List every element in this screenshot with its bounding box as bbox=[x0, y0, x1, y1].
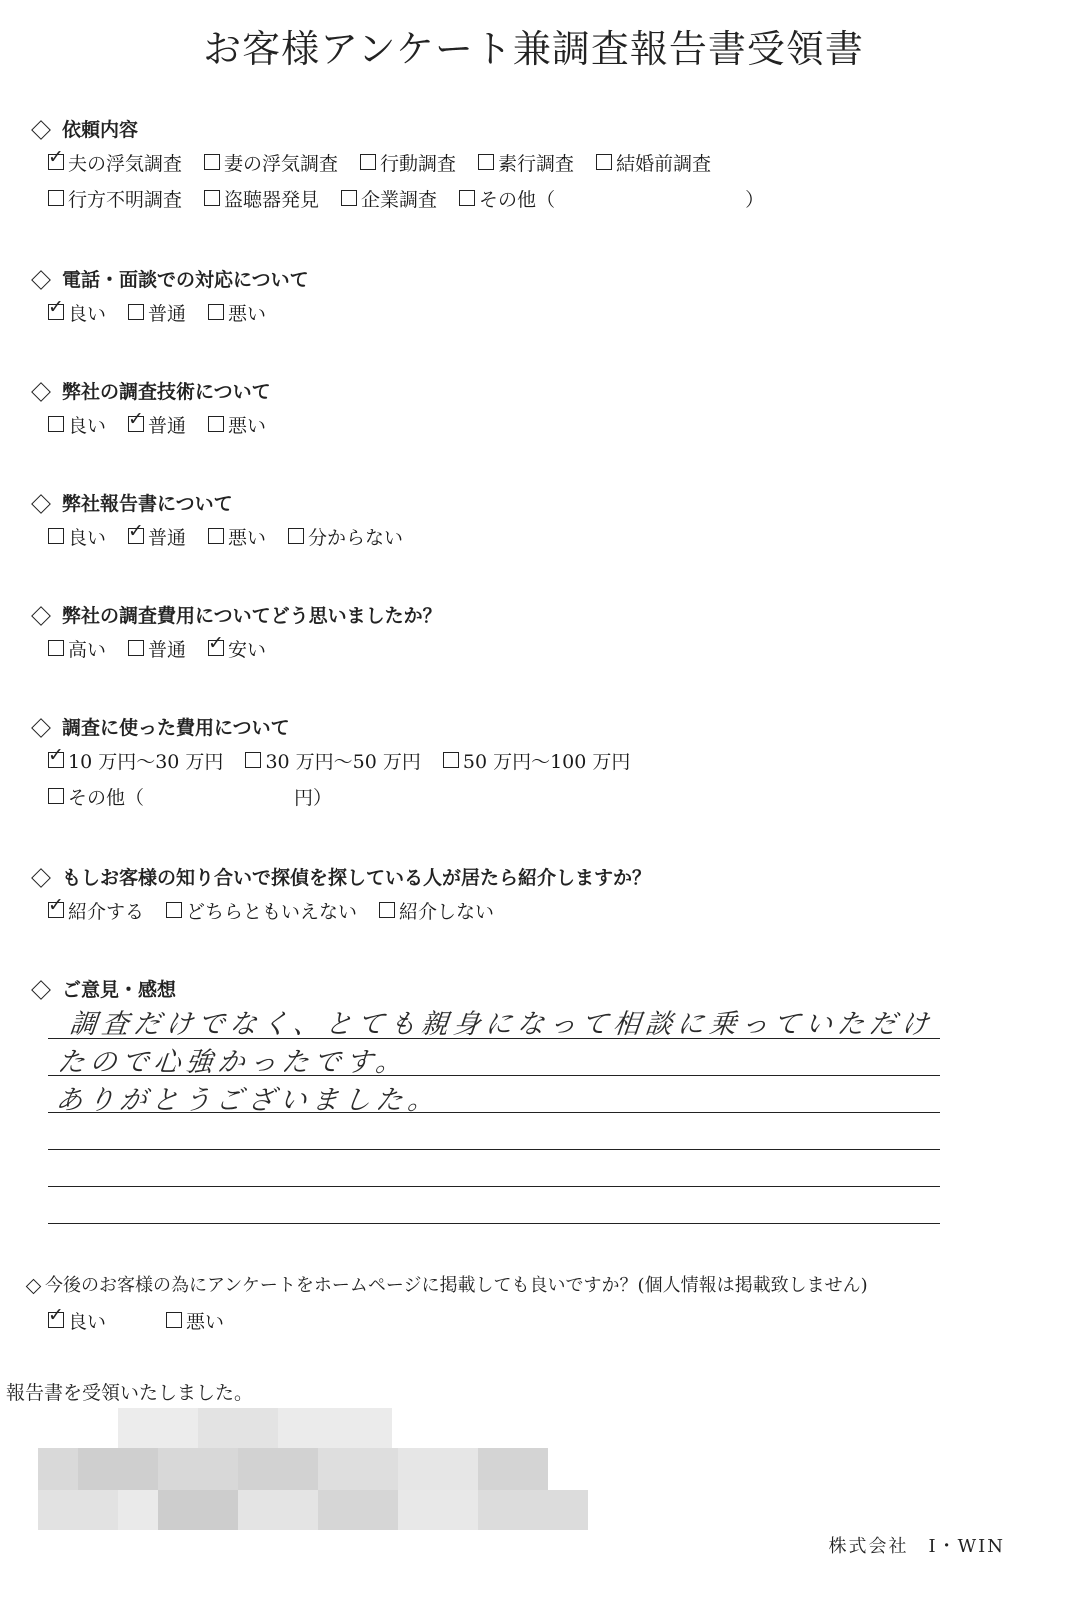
option-label: 良い bbox=[68, 414, 107, 437]
survey-option[interactable] bbox=[128, 635, 186, 662]
option-label: 行動調査 bbox=[380, 152, 457, 175]
survey-option[interactable] bbox=[48, 523, 106, 550]
survey-option[interactable] bbox=[288, 523, 403, 550]
survey-option[interactable] bbox=[48, 783, 332, 810]
publish-option-good[interactable] bbox=[48, 1307, 106, 1334]
option-label: 妻の浮気調査 bbox=[224, 152, 339, 175]
checkbox-unchecked[interactable] bbox=[208, 416, 224, 432]
option-label: 10 万円～30 万円 bbox=[68, 750, 224, 773]
checkbox-unchecked[interactable] bbox=[204, 154, 220, 170]
handwritten-comment-line: 調査だけでなく、とても親身になって相談に乗っていただけ bbox=[68, 1009, 935, 1040]
checkbox-checked[interactable] bbox=[128, 528, 144, 544]
checkbox-unchecked[interactable] bbox=[245, 752, 261, 768]
checkbox-checked[interactable] bbox=[48, 304, 64, 320]
option-label: 普通 bbox=[148, 526, 187, 549]
option-label: 普通 bbox=[148, 414, 187, 437]
section-heading bbox=[28, 378, 288, 406]
option-label: どちらともいえない bbox=[186, 900, 358, 923]
checkbox-unchecked[interactable] bbox=[204, 190, 220, 206]
survey-option[interactable] bbox=[245, 747, 420, 774]
option-label: 30 万円～50 万円 bbox=[265, 750, 421, 773]
section-heading bbox=[28, 266, 309, 294]
checkbox-unchecked[interactable] bbox=[128, 640, 144, 656]
survey-option[interactable] bbox=[596, 149, 711, 176]
checkbox-unchecked[interactable] bbox=[596, 154, 612, 170]
comments-heading bbox=[28, 976, 176, 1004]
checkbox-unchecked[interactable] bbox=[459, 190, 475, 206]
survey-option[interactable] bbox=[48, 149, 182, 176]
diamond-icon bbox=[31, 382, 51, 402]
diamond-icon bbox=[31, 270, 51, 290]
option-label: 素行調査 bbox=[498, 152, 575, 175]
survey-section bbox=[28, 116, 786, 216]
option-row bbox=[48, 180, 786, 216]
diamond-icon bbox=[31, 606, 51, 626]
publish-section bbox=[22, 1272, 868, 1340]
publish-options bbox=[48, 1300, 868, 1340]
survey-option[interactable] bbox=[48, 185, 182, 212]
option-row bbox=[48, 742, 652, 778]
option-label: 普通 bbox=[148, 638, 187, 661]
survey-section bbox=[28, 864, 651, 928]
section-heading bbox=[28, 116, 786, 144]
section-heading-text: 調査に使った費用について bbox=[62, 717, 290, 739]
survey-section bbox=[28, 266, 309, 330]
option-label: 盗聴器発見 bbox=[224, 188, 320, 211]
survey-option[interactable] bbox=[48, 299, 106, 326]
survey-section bbox=[28, 714, 652, 814]
diamond-icon bbox=[31, 120, 51, 140]
section-heading-text: もしお客様の知り合いで探偵を探している人が居たら紹介しますか？ bbox=[62, 867, 652, 889]
section-heading-text: 弊社の調査費用についてどう思いましたか？ bbox=[62, 605, 442, 627]
option-label: 50 万円～100 万円 bbox=[462, 750, 631, 773]
option-label: その他 bbox=[68, 786, 126, 809]
option-label: 紹介する bbox=[68, 900, 145, 923]
checkbox-unchecked[interactable] bbox=[288, 528, 304, 544]
option-label: 良い bbox=[68, 1310, 107, 1333]
checkbox-unchecked[interactable] bbox=[128, 304, 144, 320]
receipt-text: 報告書を受領いたしました。 bbox=[6, 1382, 254, 1404]
checkbox-unchecked[interactable] bbox=[341, 190, 357, 206]
survey-option[interactable] bbox=[379, 897, 494, 924]
survey-section bbox=[28, 602, 442, 666]
survey-option[interactable] bbox=[459, 185, 764, 212]
survey-option[interactable] bbox=[204, 185, 319, 212]
redacted-signature bbox=[38, 1408, 588, 1530]
option-row bbox=[48, 892, 651, 928]
option-label: 企業調査 bbox=[361, 188, 438, 211]
document-title: お客様アンケート兼調査報告書受領書 bbox=[203, 27, 864, 71]
survey-option[interactable] bbox=[128, 411, 186, 438]
paren-close: ） bbox=[745, 188, 765, 211]
checkbox-unchecked[interactable] bbox=[443, 752, 459, 768]
checkbox-unchecked[interactable] bbox=[48, 528, 64, 544]
diamond-icon bbox=[26, 1278, 42, 1294]
handwritten-comment-line: ありがとうございました。 bbox=[54, 1085, 442, 1116]
checkbox-unchecked[interactable] bbox=[379, 902, 395, 918]
comments-heading-text: ご意見・感想 bbox=[62, 979, 177, 1001]
section-heading-text: 依頼内容 bbox=[62, 119, 139, 141]
diamond-icon bbox=[31, 868, 51, 888]
survey-option[interactable] bbox=[48, 747, 223, 774]
checkbox-checked[interactable] bbox=[48, 902, 64, 918]
checkbox-unchecked[interactable] bbox=[208, 528, 224, 544]
section-heading bbox=[28, 602, 442, 630]
publish-heading-text: 今後のお客様の為にアンケートをホームページに掲載しても良いですか？(個人情報は掲載致しません) bbox=[45, 1275, 868, 1296]
checkbox-checked[interactable] bbox=[48, 154, 64, 170]
survey-option[interactable] bbox=[443, 747, 631, 774]
checkbox-unchecked[interactable] bbox=[166, 902, 182, 918]
option-row bbox=[48, 778, 652, 814]
option-label: 良い bbox=[68, 302, 107, 325]
section-heading bbox=[28, 864, 651, 892]
checkbox-checked[interactable] bbox=[128, 416, 144, 432]
option-label: 悪い bbox=[186, 1310, 225, 1333]
publish-heading bbox=[22, 1272, 868, 1300]
option-label: 悪い bbox=[228, 302, 267, 325]
option-label: 行方不明調査 bbox=[68, 188, 183, 211]
checkbox-unchecked[interactable] bbox=[208, 304, 224, 320]
option-label: 普通 bbox=[148, 302, 187, 325]
comment-rule bbox=[48, 1186, 940, 1187]
diamond-icon bbox=[31, 980, 51, 1000]
survey-section bbox=[28, 490, 425, 554]
checkbox-checked[interactable] bbox=[48, 1312, 64, 1328]
section-heading-text: 電話・面談での対応について bbox=[62, 269, 309, 291]
survey-option[interactable] bbox=[478, 149, 574, 176]
paren-open: （ bbox=[125, 786, 145, 809]
checkbox-checked[interactable] bbox=[208, 640, 224, 656]
survey-option[interactable] bbox=[128, 523, 186, 550]
publish-option-bad[interactable] bbox=[166, 1307, 224, 1334]
diamond-icon bbox=[31, 718, 51, 738]
company-name: 株式会社 I・WIN bbox=[828, 1536, 1005, 1557]
survey-option[interactable] bbox=[48, 411, 106, 438]
comments-section bbox=[28, 976, 176, 1004]
checkbox-unchecked[interactable] bbox=[166, 1312, 182, 1328]
option-label: 結婚前調査 bbox=[616, 152, 712, 175]
option-label: 悪い bbox=[228, 414, 267, 437]
survey-option[interactable] bbox=[360, 149, 456, 176]
survey-option[interactable] bbox=[341, 185, 437, 212]
option-label: 高い bbox=[68, 638, 107, 661]
checkbox-unchecked[interactable] bbox=[48, 640, 64, 656]
survey-option[interactable] bbox=[128, 299, 186, 326]
option-row bbox=[48, 518, 425, 554]
option-row bbox=[48, 630, 442, 666]
checkbox-unchecked[interactable] bbox=[48, 788, 64, 804]
option-label: 良い bbox=[68, 526, 107, 549]
option-label: 夫の浮気調査 bbox=[68, 152, 183, 175]
diamond-icon bbox=[31, 494, 51, 514]
option-row bbox=[48, 144, 786, 180]
option-label: 紹介しない bbox=[399, 900, 495, 923]
survey-option[interactable] bbox=[48, 635, 106, 662]
survey-option[interactable] bbox=[208, 411, 266, 438]
survey-option[interactable] bbox=[166, 897, 357, 924]
checkbox-unchecked[interactable] bbox=[360, 154, 376, 170]
survey-option[interactable] bbox=[208, 635, 266, 662]
survey-option[interactable] bbox=[204, 149, 338, 176]
checkbox-checked[interactable] bbox=[48, 752, 64, 768]
option-label: その他 bbox=[479, 188, 537, 211]
survey-section bbox=[28, 378, 288, 442]
checkbox-unchecked[interactable] bbox=[478, 154, 494, 170]
checkbox-unchecked[interactable] bbox=[48, 190, 64, 206]
survey-option[interactable] bbox=[208, 299, 266, 326]
checkbox-unchecked[interactable] bbox=[48, 416, 64, 432]
survey-option[interactable] bbox=[48, 897, 144, 924]
comment-rule bbox=[48, 1223, 940, 1224]
option-label: 分からない bbox=[308, 526, 404, 549]
option-label: 悪い bbox=[228, 526, 267, 549]
section-heading bbox=[28, 714, 652, 742]
option-row bbox=[48, 406, 288, 442]
handwritten-comment-line: たので心強かったです。 bbox=[56, 1047, 410, 1078]
option-row bbox=[48, 294, 309, 330]
comment-rule bbox=[48, 1149, 940, 1150]
paren-close: 円） bbox=[294, 786, 333, 809]
section-heading-text: 弊社の調査技術について bbox=[62, 381, 271, 403]
option-label: 安い bbox=[228, 638, 267, 661]
section-heading bbox=[28, 490, 425, 518]
paren-open: （ bbox=[536, 188, 556, 211]
section-heading-text: 弊社報告書について bbox=[62, 493, 233, 515]
survey-option[interactable] bbox=[208, 523, 266, 550]
